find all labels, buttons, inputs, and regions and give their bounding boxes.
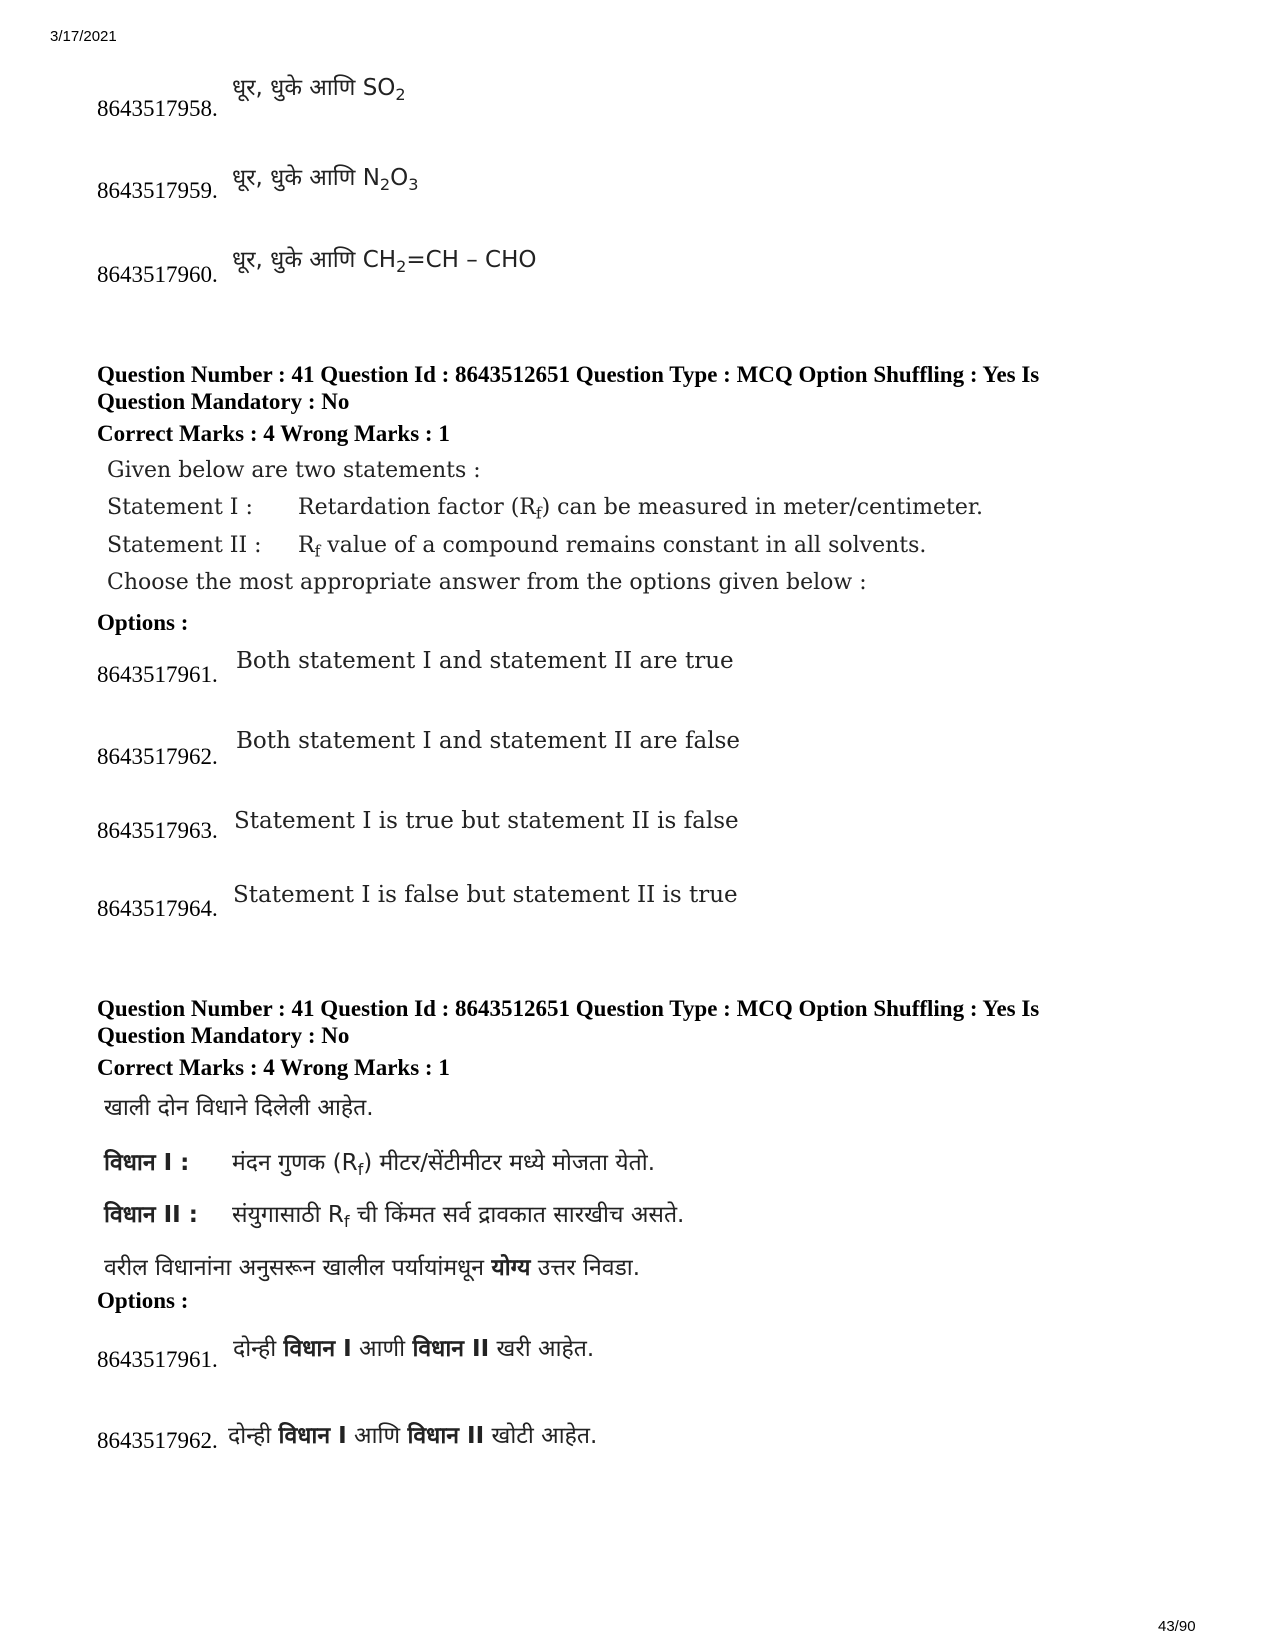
option-id: 8643517961.: [97, 1347, 218, 1372]
print-date: 3/17/2021: [50, 28, 117, 45]
option-id: 8643517960.: [97, 262, 218, 287]
option-text: धूर, धुके आणि $N_2O_3$: [232, 165, 419, 194]
option-id: 8643517961.: [97, 662, 218, 687]
statement-1-text: Retardation factor $(R_f)$ can be measured in meter/centimeter.: [298, 495, 984, 523]
option-text: Both statement I and statement II are true: [236, 648, 734, 674]
options-label: Options :: [97, 610, 189, 635]
question-header-cont: Question Mandatory : No: [97, 1023, 350, 1048]
option-text: धूर, धुके आणि $CH_2=CH$ – CHO: [232, 247, 537, 276]
option-id: 8643517962.: [97, 1428, 218, 1453]
statement-1-label: Statement I :: [107, 495, 253, 520]
question-intro: खाली दोन विधाने दिलेली आहेत.: [104, 1095, 374, 1121]
option-id: 8643517958.: [97, 96, 218, 121]
option-text: Statement I is true but statement II is false: [234, 808, 739, 834]
statement-1-text: मंदन गुणक $(R_f)$ मीटर/सेंटीमीटर मध्ये मोजता येतो.: [232, 1150, 656, 1179]
option-text: दोन्ही विधान I आणि विधान II खोटी आहेत.: [228, 1423, 598, 1449]
statement-2-label: Statement II :: [107, 533, 262, 558]
option-id: 8643517964.: [97, 896, 218, 921]
option-text: धूर, धुके आणि $SO_2$: [232, 75, 406, 104]
question-instruction: वरील विधानांना अनुसरून खालील पर्यायांमधून योग्य उत्तर निवडा.: [104, 1255, 641, 1281]
option-id: 8643517963.: [97, 818, 218, 843]
question-marks: Correct Marks : 4 Wrong Marks : 1: [97, 421, 450, 446]
option-text: Both statement I and statement II are false: [236, 728, 740, 754]
question-marks: Correct Marks : 4 Wrong Marks : 1: [97, 1055, 450, 1080]
question-instruction: Choose the most appropriate answer from the options given below :: [107, 570, 867, 595]
options-label: Options :: [97, 1288, 189, 1313]
question-header: Question Number : 41 Question Id : 8643512651 Question Type : MCQ Option Shuffling : Yes Is: [97, 996, 1040, 1021]
option-text: Statement I is false but statement II is true: [233, 882, 738, 908]
option-id: 8643517959.: [97, 178, 218, 203]
option-text: दोन्ही विधान I आणी विधान II खरी आहेत.: [233, 1336, 595, 1362]
statement-2-label: विधान II :: [104, 1202, 198, 1228]
question-header-cont: Question Mandatory : No: [97, 389, 350, 414]
option-id: 8643517962.: [97, 744, 218, 769]
statement-1-label: विधान I :: [104, 1150, 190, 1176]
page-number: 43/90: [1158, 1618, 1196, 1635]
statement-2-text: संयुगासाठी $R_f$ ची किंमत सर्व द्रावकात सारखीच असते.: [232, 1202, 685, 1231]
statement-2-text: $R_f$ value of a compound remains constant in all solvents.: [298, 533, 927, 561]
question-header: Question Number : 41 Question Id : 8643512651 Question Type : MCQ Option Shuffling : Yes Is: [97, 362, 1040, 387]
question-intro: Given below are two statements :: [107, 458, 481, 483]
